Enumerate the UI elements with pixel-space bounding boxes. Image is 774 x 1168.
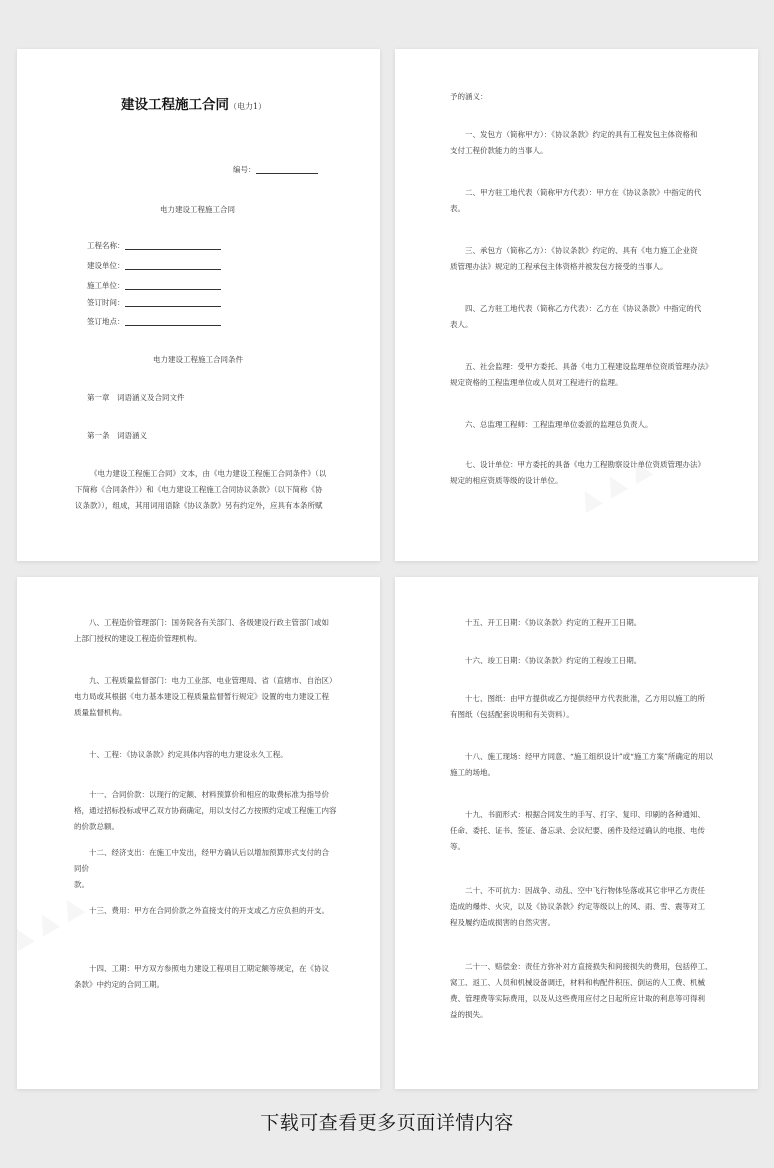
definition-paragraph xyxy=(450,417,653,433)
field-blank xyxy=(125,306,221,307)
definition-paragraph xyxy=(74,673,337,721)
definition-paragraph xyxy=(74,961,329,993)
paragraph-line: 条款》中约定的合同工期。 xyxy=(74,980,164,989)
paragraph-line: 有图纸（包括配套说明和有关资料）。 xyxy=(450,710,574,719)
paragraph-line: 十八、施工现场：经甲方同意、“施工组织设计”或“施工方案”所确定的用以 xyxy=(465,752,713,761)
paragraph-line: 二十一、赔偿金：责任方弥补对方直接损失和间接损失的费用，包括停工、 xyxy=(465,962,713,971)
paragraph-line: 十一、合同价款：以现行的定额、材料预算价和相应的取费标准为指导价 xyxy=(89,790,329,799)
paragraph-line: 十五、开工日期：《协议条款》约定的工程开工日期。 xyxy=(465,618,642,627)
field-construction-unit: 建设单位： xyxy=(87,258,221,274)
paragraph-line: 格，通过招标投标或甲乙双方协商确定，用以支付乙方按照约定或工程施工内容 xyxy=(74,806,337,815)
field-signing-time: 签订时间： xyxy=(87,295,221,311)
definition-paragraph xyxy=(450,807,705,855)
paragraph-line: 规定的相应资质等级的设计单位。 xyxy=(450,476,563,485)
definition-paragraph xyxy=(74,747,288,763)
field-blank xyxy=(125,289,221,290)
paragraph-line: 电力局或其根据《电力基本建设工程质量监督暂行规定》设置的电力建设工程 xyxy=(74,692,329,701)
paragraph-line: 十九、书面形式：根据合同发生的手写、打字、复印、印刷的各种通知、 xyxy=(465,810,705,819)
paragraph-line: 八、工程造价管理部门：国务院各有关部门、各级建设行政主管部门或如 xyxy=(89,618,329,627)
paragraph-line: 表人。 xyxy=(450,320,473,329)
definition-paragraph xyxy=(450,457,705,489)
paragraph-line: 十四、工期：甲方双方参照电力建设工程项目工期定额等规定，在《协议 xyxy=(89,964,329,973)
chapter-heading: 第一章 词语涵义及合同文件 xyxy=(87,393,185,402)
paragraph-line: 《电力建设工程施工合同》文本，由《电力建设工程施工合同条件》（以 xyxy=(90,469,327,478)
contract-number-blank xyxy=(256,173,318,174)
paragraph-line: 造成的爆炸、火灾，以及《协议条款》约定等级以上的风、雨、雪、震等对工 xyxy=(450,902,705,911)
field-blank xyxy=(125,325,221,326)
definition-paragraph xyxy=(450,749,713,781)
document-page-3 xyxy=(17,577,380,1089)
definition-paragraph xyxy=(450,615,641,631)
conditions-title: 电力建设工程施工合同条件 xyxy=(153,355,243,364)
paragraph-line: 三、承包方（简称乙方）：《协议条款》约定的、具有《电力施工企业资 xyxy=(465,246,698,255)
paragraph-line: 二十、不可抗力：因战争、动乱、空中飞行物体坠落或其它非甲乙方责任 xyxy=(465,886,705,895)
definition-paragraph xyxy=(450,243,698,275)
definition-paragraph xyxy=(450,359,713,391)
paragraph-line: 同价 xyxy=(74,864,89,873)
paragraph-line: 的价款总额。 xyxy=(74,822,119,831)
continuation-line: 予的涵义： xyxy=(450,92,488,101)
article-heading: 第一条 词语涵义 xyxy=(87,431,147,440)
paragraph-line: 程及履约造成损害的自然灾害。 xyxy=(450,918,555,927)
contract-subtitle: 电力建设工程施工合同 xyxy=(160,205,235,214)
paragraph-line: 议条款》），组成，其用词用语除《协议条款》另有约定外，应具有本条所赋 xyxy=(75,501,323,510)
paragraph-line: 四、乙方驻工地代表（简称乙方代表）：乙方在《协议条款》中指定的代 xyxy=(465,304,702,313)
document-page-2 xyxy=(395,49,758,561)
paragraph-line: 窝工、返工、人员和机械设备调迁，材料和构配件积压、倒运的人工费、机械 xyxy=(450,978,705,987)
paragraph-line: 一、发包方（简称甲方）：《协议条款》约定的具有工程发包主体资格和 xyxy=(465,130,698,139)
definition-paragraph xyxy=(450,127,698,159)
definition-paragraph xyxy=(74,787,337,835)
paragraph-line: 表。 xyxy=(450,204,465,213)
contract-title-suffix: （电力1） xyxy=(229,102,267,111)
contract-title: 建设工程施工合同（电力1） xyxy=(121,97,267,113)
paragraph-line: 任命、委托、证书、签证、备忘录、会议纪要、函件及经过确认的电报、电传 xyxy=(450,826,705,835)
paragraph-line: 十二、经济支出：在施工中发出，经甲方确认后以增加预算形式支付的合 xyxy=(89,848,329,857)
definition-paragraph xyxy=(450,653,641,669)
definition-paragraph xyxy=(450,691,705,723)
paragraph-line: 规定资格的工程监理单位或人员对工程进行的监理。 xyxy=(450,378,623,387)
paragraph-line: 十三、费用：甲方在合同价款之外直接支付的开支或乙方应负担的开支。 xyxy=(89,906,329,915)
definition-paragraph xyxy=(450,185,701,217)
field-blank xyxy=(125,269,221,270)
download-more-prompt[interactable]: 下载可查看更多页面详情内容 xyxy=(260,1112,514,1134)
field-project-name: 工程名称： xyxy=(87,238,221,254)
definition-paragraph xyxy=(450,301,701,333)
paragraph-line: 质管理办法》规定的工程承包主体资格并被发包方接受的当事人。 xyxy=(450,262,668,271)
paragraph-line: 款。 xyxy=(74,880,89,889)
contract-number: 编号： xyxy=(233,162,318,178)
field-contractor-unit: 施工单位： xyxy=(87,278,221,294)
definition-paragraph xyxy=(74,615,329,647)
paragraph-line: 益的损失。 xyxy=(450,1010,488,1019)
definition-paragraph xyxy=(74,903,329,919)
paragraph-line: 支付工程价款能力的当事人。 xyxy=(450,146,548,155)
paragraph-line: 下简称《合同条件》）和《电力建设工程施工合同协议条款》（以下简称《协 xyxy=(75,485,323,494)
paragraph-line: 十六、竣工日期：《协议条款》约定的工程竣工日期。 xyxy=(465,656,642,665)
paragraph-line: 十七、图纸：由甲方提供或乙方提供经甲方代表批准，乙方用以施工的所 xyxy=(465,694,705,703)
paragraph-line: 二、甲方驻工地代表（简称甲方代表）：甲方在《协议条款》中指定的代 xyxy=(465,188,702,197)
definition-paragraph xyxy=(74,845,329,893)
document-page-1 xyxy=(17,49,380,561)
paragraph-line: 七、设计单位：甲方委托的具备《电力工程勘察设计单位资质管理办法》 xyxy=(465,460,705,469)
paragraph-line: 施工的场地。 xyxy=(450,768,495,777)
watermark xyxy=(17,889,87,954)
paragraph-line: 六、总监理工程师：工程监理单位委派的监理总负责人。 xyxy=(465,420,653,429)
document-page-4 xyxy=(395,577,758,1089)
paragraph-line: 九、工程质量监督部门：电力工业部、电业管理局、省（直辖市、自治区） xyxy=(89,676,337,685)
paragraph-line: 等。 xyxy=(450,842,465,851)
paragraph-line: 质量监督机构。 xyxy=(74,708,127,717)
field-signing-place: 签订地点： xyxy=(87,314,221,330)
paragraph-line: 上部门授权的建设工程造价管理机构。 xyxy=(74,634,202,643)
definition-paragraph xyxy=(450,959,713,1023)
paragraph-line: 五、社会监理：受甲方委托、具备《电力工程建设监理单位资质管理办法》 xyxy=(465,362,713,371)
field-blank xyxy=(125,249,221,250)
paragraph-line: 十、工程：《协议条款》约定具体内容的电力建设永久工程。 xyxy=(89,750,288,759)
definition-paragraph xyxy=(450,883,705,931)
intro-paragraph xyxy=(75,466,326,514)
paragraph-line: 费、管理费等实际费用，以及从这些费用应付之日起所应计取的利息等可得利 xyxy=(450,994,705,1003)
